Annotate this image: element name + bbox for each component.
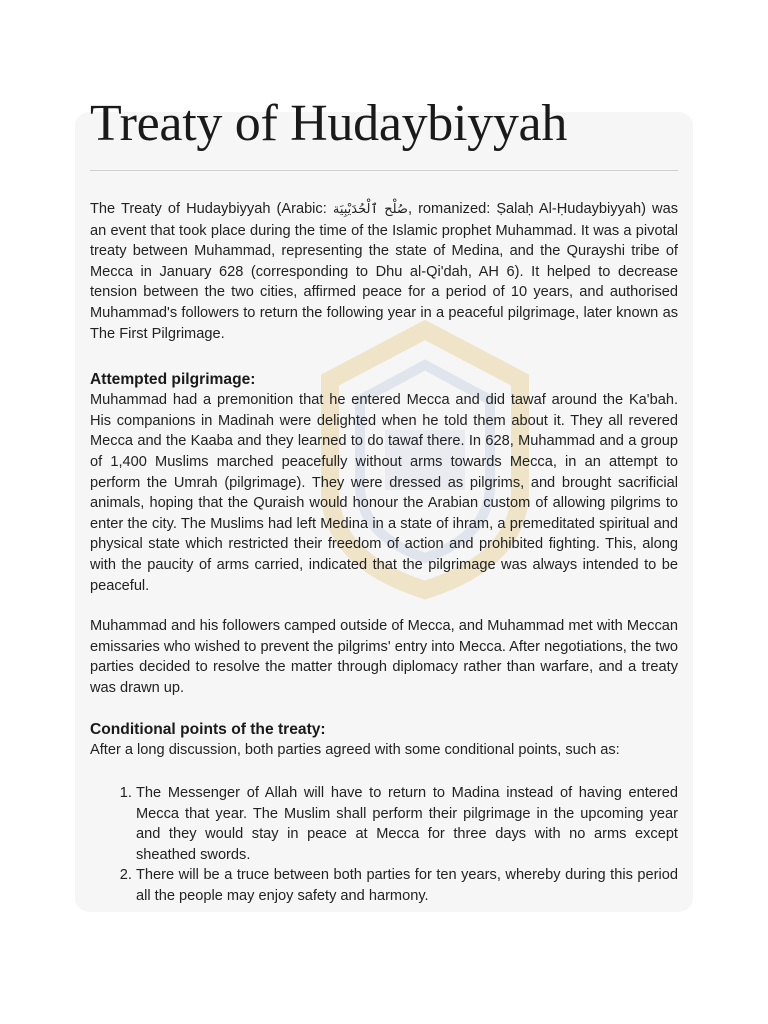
- conditional-points-list: [90, 783, 678, 907]
- intro-paragraph: [90, 199, 678, 344]
- intro-text-start: The Treaty of Hudaybiyyah (Arabic:: [90, 201, 333, 217]
- intro-text-rest: , romanized: Ṣalaḥ Al-Ḥudaybiyyah) was an event that took place during the time of the Islamic prophet Muhammad. It was a pivotal treaty between Muhammad, representing the state of Medina, and the Qurayshi tribe of Mecca in January 628 (corresponding to Dhu al-Qi'dah, AH 6). It helped to decrease tension between the two cities, affirmed peace for a period of 10 years, and authorised Muhammad's followers to return the following year in a peaceful pilgrimage, later known as The First Pilgrimage.: [90, 201, 678, 342]
- section-heading-conditional-points: Conditional points of the treaty:: [90, 721, 326, 739]
- list-item: 2. There will be a truce between both parties for ten years, whereby during this period all the people may enjoy safety and harmony.: [136, 865, 678, 906]
- conditional-points-lead: After a long discussion, both parties agreed with some conditional points, such as:: [90, 742, 620, 759]
- page-title: Treaty of Hudaybiyyah: [90, 95, 568, 152]
- section-heading-attempted-pilgrimage: Attempted pilgrimage:: [90, 371, 256, 389]
- list-item: 1. The Messenger of Allah will have to return to Madina instead of having entered Mecca that year. The Muslim shall perform their pilgrimage in the upcoming year and they would stay in peace at Mecca for three days with no arms except sheathed swords.: [136, 783, 678, 865]
- arabic-name: صُلْح ٱلْحُدَيْبِيَة: [332, 202, 408, 217]
- pilgrimage-paragraph-1: Muhammad had a premonition that he entered Mecca and did tawaf around the Ka'bah. His companions in Madinah were delighted when he told them about it. They all revered Mecca and the Kaaba and they learned to do tawaf there. In 628, Muhammad and a group of 1,400 Muslims marched peacefully without arms towards Mecca, in an attempt to perform the Umrah (pilgrimage). They were dressed as pilgrims, and brought sacrificial animals, hoping that the Quraish would honour the Arabian custom of allowing pilgrims to enter the city. The Muslims had left Medina in a state of ihram, a premeditated spiritual and physical state which restricted their freedom of action and prohibited fighting. This, along with the paucity of arms carried, indicated that the pilgrimage was always intended to be peaceful.: [90, 392, 678, 594]
- pilgrimage-paragraph-2: Muhammad and his followers camped outside of Mecca, and Muhammad met with Meccan emissaries who wished to prevent the pilgrims' entry into Mecca. After negotiations, the two parties decided to resolve the matter through diplomacy rather than warfare, and a treaty was drawn up.: [90, 618, 678, 696]
- title-divider: [90, 170, 678, 171]
